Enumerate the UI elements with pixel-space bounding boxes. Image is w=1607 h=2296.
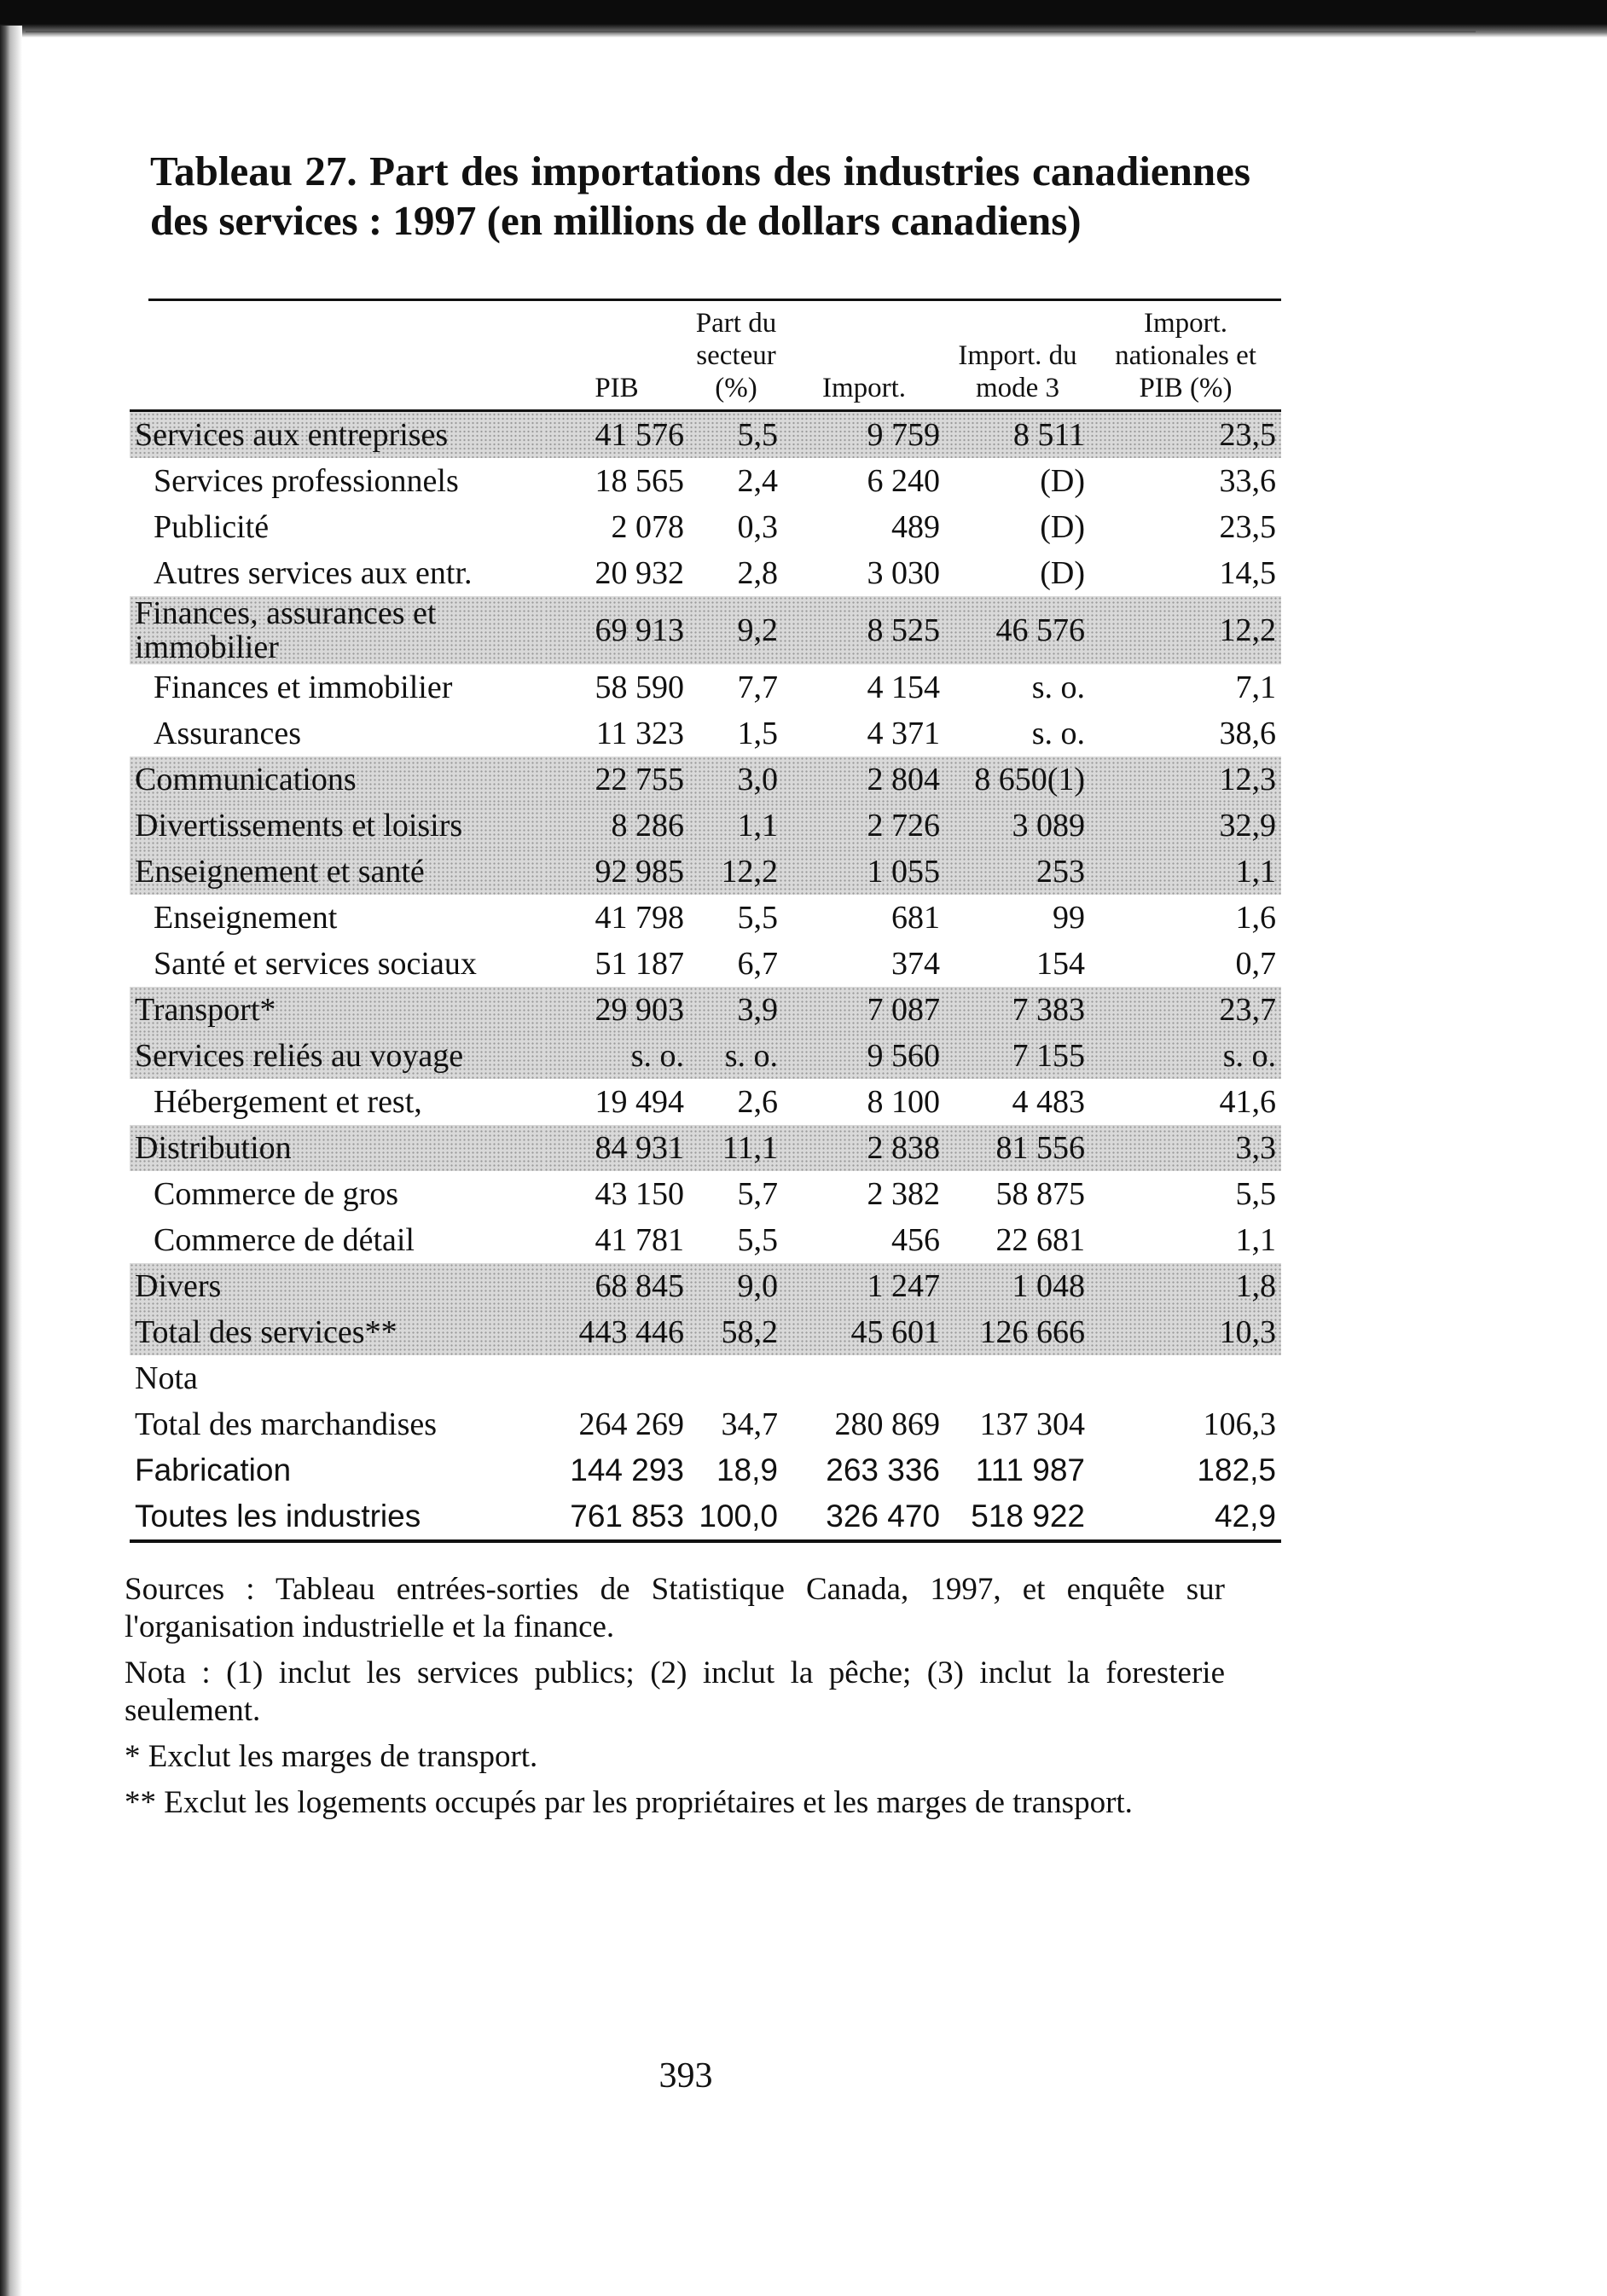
cell-import: 374 (891, 946, 940, 982)
cell-mode3: 126 666 (945, 1309, 1090, 1355)
footnote-nota: Nota : (1) inclut les services publics; (2) inclut la pêche; (3) inclut la foresterie seulement. (125, 1655, 1225, 1728)
cell-import: 8 100 (867, 1084, 940, 1120)
cell-import: 2 382 (867, 1176, 940, 1212)
cell-nat: 42,9 (1090, 1493, 1281, 1541)
cell-pib: 11 323 (595, 716, 684, 751)
row-label: Santé et services sociaux (154, 946, 477, 982)
cell-import: 4 154 (867, 670, 940, 705)
cell-pib: 41 798 (595, 900, 684, 936)
cell-part: 5,7 (737, 1176, 778, 1212)
cell-pib: 264 269 (578, 1406, 684, 1442)
table-row (130, 941, 1281, 987)
row-label: Distribution (130, 1125, 544, 1171)
cell-import: 280 869 (834, 1406, 940, 1442)
scan-rule (26, 31, 1476, 32)
cell-mode3: 137 304 (979, 1406, 1085, 1442)
cell-nat: 1,8 (1090, 1263, 1281, 1309)
cell-pib: 20 932 (595, 555, 684, 591)
nota-heading: Nota (135, 1360, 198, 1396)
cell-nat: 1,6 (1235, 900, 1276, 936)
cell-pib: s. o. (544, 1033, 689, 1079)
cell-mode3: 253 (945, 849, 1090, 895)
cell-part: 12,2 (689, 849, 783, 895)
cell-pib: 2 078 (611, 509, 684, 545)
cell-mode3: 518 922 (945, 1493, 1090, 1541)
table-row (130, 895, 1281, 941)
table-row (130, 1263, 1281, 1309)
cell-part: s. o. (689, 1033, 783, 1079)
table-row (130, 458, 1281, 504)
cell-mode3: (D) (1040, 555, 1085, 591)
header-part: Part du secteur (%) (689, 307, 783, 411)
row-label: Services aux entreprises (130, 411, 544, 459)
cell-part: 9,2 (689, 596, 783, 664)
table-row (130, 1493, 1281, 1541)
page-number: 393 (658, 2056, 713, 2096)
header-import: Import. (783, 307, 945, 411)
cell-nat: 12,3 (1090, 757, 1281, 803)
cell-pib: 18 565 (595, 463, 684, 499)
header-pib: PIB (544, 307, 689, 411)
cell-part: 1,5 (737, 716, 778, 751)
cell-import: 2 804 (783, 757, 945, 803)
cell-part: 2,8 (737, 555, 778, 591)
cell-nat: 41,6 (1219, 1084, 1276, 1120)
table-header-row (130, 307, 1281, 411)
cell-mode3: 1 048 (945, 1263, 1090, 1309)
table-row (130, 504, 1281, 550)
table-row (130, 411, 1281, 459)
table-row (130, 1447, 1281, 1493)
cell-import: 1 247 (783, 1263, 945, 1309)
cell-mode3: 111 987 (975, 1452, 1085, 1487)
cell-mode3: s. o. (1031, 716, 1085, 751)
cell-nat: 106,3 (1203, 1406, 1276, 1442)
cell-import: 6 240 (867, 463, 940, 499)
cell-pib: 92 985 (544, 849, 689, 895)
cell-nat: 1,1 (1090, 849, 1281, 895)
cell-mode3: 8 511 (945, 411, 1090, 459)
row-label: Finances et immobilier (154, 670, 453, 705)
cell-nat: 14,5 (1219, 555, 1276, 591)
cell-mode3: 8 650(1) (945, 757, 1090, 803)
cell-part: 0,3 (737, 509, 778, 545)
row-label: Communications (130, 757, 544, 803)
row-label: Services professionnels (154, 463, 459, 499)
cell-mode3: 99 (1053, 900, 1085, 936)
table-body (130, 411, 1281, 1542)
cell-nat: 3,3 (1090, 1125, 1281, 1171)
cell-import: 4 371 (867, 716, 940, 751)
cell-import: 681 (891, 900, 940, 936)
cell-nat: 5,5 (1235, 1176, 1276, 1212)
header-nationales: Import. nationales et PIB (%) (1090, 307, 1281, 411)
footnote-star: * Exclut les marges de transport. (125, 1739, 538, 1774)
table-row (130, 1401, 1281, 1447)
row-label: Total des marchandises (135, 1406, 438, 1442)
footnotes (125, 1571, 1225, 1830)
cell-mode3: 22 681 (995, 1222, 1085, 1258)
cell-mode3: 4 483 (1012, 1084, 1085, 1120)
cell-nat: 33,6 (1219, 463, 1276, 499)
scan-border-left (0, 26, 22, 2296)
cell-mode3: s. o. (1031, 670, 1085, 705)
row-label: Autres services aux entr. (154, 555, 473, 591)
cell-import: 326 470 (783, 1493, 945, 1541)
row-label: Enseignement et santé (130, 849, 544, 895)
cell-pib: 69 913 (544, 596, 689, 664)
cell-part: 5,5 (689, 411, 783, 459)
table-row (130, 550, 1281, 596)
cell-mode3: 7 155 (945, 1033, 1090, 1079)
table-row (130, 596, 1281, 664)
cell-nat: 182,5 (1197, 1452, 1276, 1487)
footnote-double-star: ** Exclut les logements occupés par les propriétaires et les marges de transport. (125, 1785, 1133, 1820)
row-label: Enseignement (154, 900, 338, 936)
footnote-sources: Sources : Tableau entrées-sorties de Statistique Canada, 1997, et enquête sur l'organisation industrielle et la finance. (125, 1572, 1225, 1644)
cell-part: 100,0 (689, 1493, 783, 1541)
cell-nat: 12,2 (1090, 596, 1281, 664)
cell-mode3: (D) (1040, 509, 1085, 545)
cell-part: 3,9 (689, 987, 783, 1033)
cell-pib: 29 903 (544, 987, 689, 1033)
cell-import: 8 525 (783, 596, 945, 664)
table-row (130, 664, 1281, 710)
table-row (130, 1171, 1281, 1217)
cell-pib: 22 755 (544, 757, 689, 803)
table-row (130, 803, 1281, 849)
cell-mode3: 3 089 (945, 803, 1090, 849)
cell-import: 9 560 (783, 1033, 945, 1079)
header-label (130, 307, 544, 411)
cell-nat: 1,1 (1235, 1222, 1276, 1258)
cell-pib: 41 781 (595, 1222, 684, 1258)
row-label: Divers (130, 1263, 544, 1309)
cell-import: 456 (891, 1222, 940, 1258)
table-row (130, 1125, 1281, 1171)
cell-import: 3 030 (867, 555, 940, 591)
cell-pib: 761 853 (544, 1493, 689, 1541)
table-row (130, 757, 1281, 803)
cell-part: 58,2 (689, 1309, 783, 1355)
table-row (130, 987, 1281, 1033)
table-row (130, 710, 1281, 757)
table-row (130, 1079, 1281, 1125)
cell-nat: s. o. (1090, 1033, 1281, 1079)
row-label: Transport* (130, 987, 544, 1033)
table-row (130, 1217, 1281, 1263)
cell-pib: 19 494 (595, 1084, 684, 1120)
cell-part: 34,7 (721, 1406, 778, 1442)
cell-import: 2 838 (783, 1125, 945, 1171)
table-row (130, 1033, 1281, 1079)
cell-nat: 10,3 (1090, 1309, 1281, 1355)
table-row (130, 849, 1281, 895)
row-label: Hébergement et rest, (154, 1084, 422, 1120)
row-label: Toutes les industries (130, 1493, 544, 1541)
cell-pib: 41 576 (544, 411, 689, 459)
table-title: Tableau 27. Part des importations des industries canadiennes des services : 1997 (en millions de dollars canadiens) (150, 148, 1250, 244)
cell-part: 3,0 (689, 757, 783, 803)
row-label: Assurances (154, 716, 302, 751)
cell-part: 2,6 (737, 1084, 778, 1120)
cell-pib: 58 590 (595, 670, 684, 705)
row-label: Services reliés au voyage (130, 1033, 544, 1079)
cell-mode3: 46 576 (945, 596, 1090, 664)
title-rule (148, 299, 1281, 301)
cell-nat: 23,7 (1090, 987, 1281, 1033)
cell-nat: 38,6 (1219, 716, 1276, 751)
cell-import: 7 087 (783, 987, 945, 1033)
cell-import: 489 (891, 509, 940, 545)
header-mode3: Import. du mode 3 (945, 307, 1090, 411)
cell-pib: 68 845 (544, 1263, 689, 1309)
cell-part: 2,4 (737, 463, 778, 499)
cell-part: 5,5 (737, 1222, 778, 1258)
table-row (130, 1309, 1281, 1355)
imports-table (130, 307, 1281, 1543)
cell-nat: 23,5 (1090, 411, 1281, 459)
cell-nat: 0,7 (1235, 946, 1276, 982)
cell-nat: 23,5 (1219, 509, 1276, 545)
row-label: Total des services** (130, 1309, 544, 1355)
cell-part: 5,5 (737, 900, 778, 936)
cell-pib: 84 931 (544, 1125, 689, 1171)
cell-mode3: 7 383 (945, 987, 1090, 1033)
row-label: Finances, assurances et immobilier (130, 596, 544, 664)
cell-pib: 144 293 (570, 1452, 684, 1487)
cell-pib: 443 446 (544, 1309, 689, 1355)
row-label: Publicité (154, 509, 270, 545)
cell-part: 18,9 (716, 1452, 778, 1487)
cell-import: 2 726 (783, 803, 945, 849)
cell-mode3: 81 556 (945, 1125, 1090, 1171)
row-label: Commerce de détail (154, 1222, 415, 1258)
cell-part: 9,0 (689, 1263, 783, 1309)
cell-pib: 43 150 (595, 1176, 684, 1212)
cell-mode3: 154 (1036, 946, 1085, 982)
cell-import: 9 759 (783, 411, 945, 459)
row-label: Commerce de gros (154, 1176, 399, 1212)
cell-part: 11,1 (689, 1125, 783, 1171)
cell-part: 7,7 (737, 670, 778, 705)
cell-import: 1 055 (783, 849, 945, 895)
cell-import: 263 336 (826, 1452, 940, 1487)
cell-pib: 8 286 (544, 803, 689, 849)
cell-mode3: (D) (1040, 463, 1085, 499)
cell-pib: 51 187 (595, 946, 684, 982)
row-label: Fabrication (135, 1452, 292, 1487)
cell-mode3: 58 875 (995, 1176, 1085, 1212)
cell-part: 1,1 (689, 803, 783, 849)
row-label: Divertissements et loisirs (130, 803, 544, 849)
cell-nat: 32,9 (1090, 803, 1281, 849)
nota-heading-row (130, 1355, 1281, 1401)
cell-import: 45 601 (783, 1309, 945, 1355)
cell-part: 6,7 (737, 946, 778, 982)
cell-nat: 7,1 (1235, 670, 1276, 705)
